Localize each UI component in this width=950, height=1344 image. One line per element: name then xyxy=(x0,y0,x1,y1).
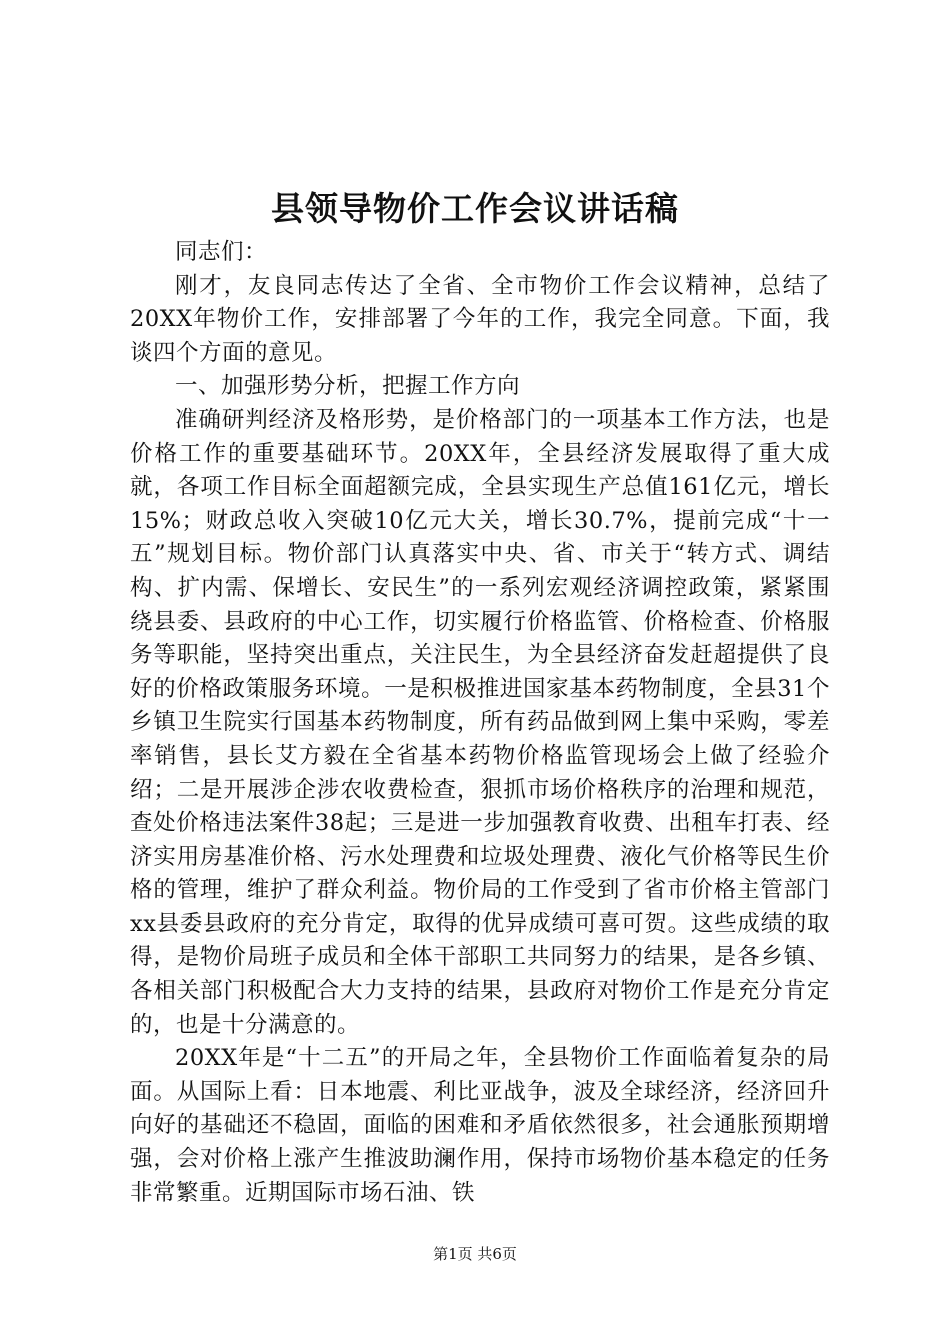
document-title: 县领导物价工作会议讲话稿 xyxy=(271,189,679,228)
intro-paragraph: 刚才，友良同志传达了全省、全市物价工作会议精神，总结了20XX年物价工作，安排部署了今年的工作，我完全同意。下面，我谈四个方面的意见。 xyxy=(130,272,830,366)
salutation-paragraph: 同志们： xyxy=(175,239,268,265)
body-paragraph: 20XX年是“十二五”的开局之年，全县物价工作面临着复杂的局面。从国际上看：日本地震、利比亚战争，波及全球经济，经济回升向好的基础还不稳固，面临的困难和矛盾依然很多，社会通胀预期增强，会对价格上涨产生推波助澜作用，保持市场物价基本稳定的任务非常繁重。近期国际市场石油、铁 xyxy=(130,1045,830,1206)
body-paragraph: 准确研判经济及格形势，是价格部门的一项基本工作方法，也是价格工作的重要基础环节。20XX年，全县经济发展取得了重大成就，各项工作目标全面超额完成，全县实现生产总值161亿元，增长15%；财政总收入突破10亿元大关，增长30.7%，提前完成“十一五”规划目标。物价部门认真落实中央、省、市关于“转方式、调结构、扩内需、保增长、安民生”的一系列宏观经济调控政策，紧紧围绕县委、县政府的中心工作，切实履行价格监管、价格检查、价格服务等职能，坚持突出重点，关注民生，为全县经济奋发赶超提供了良好的价格政策服务环境。一是积极推进国家基本药物制度，全县31个乡镇卫生院实行国基本药物制度，所有药品做到网上集中采购，零差率销售，县长艾方毅在全省基本药物价格监管现场会上做了经验介绍；二是开展涉企涉农收费检查，狠抓市场价格秩序的治理和规范，查处价格违法案件38起；三是进一步加强教育收费、出租车打表、经济实用房基准价格、污水处理费和垃圾处理费、液化气价格等民生价格的管理，维护了群众利益。物价局的工作受到了省市价格主管部门xx县委县政府的充分肯定，取得的优异成绩可喜可贺。这些成绩的取得，是物价局班子成员和全体干部职工共同努力的结果，是各乡镇、各相关部门积极配合大力支持的结果，县政府对物价工作是充分肯定的，也是十分满意的。 xyxy=(130,406,830,1038)
section-heading: 一、加强形势分析，把握工作方向 xyxy=(175,373,521,400)
page-footer: 第1页 共6页 xyxy=(433,1245,517,1263)
document-body xyxy=(130,236,830,1210)
